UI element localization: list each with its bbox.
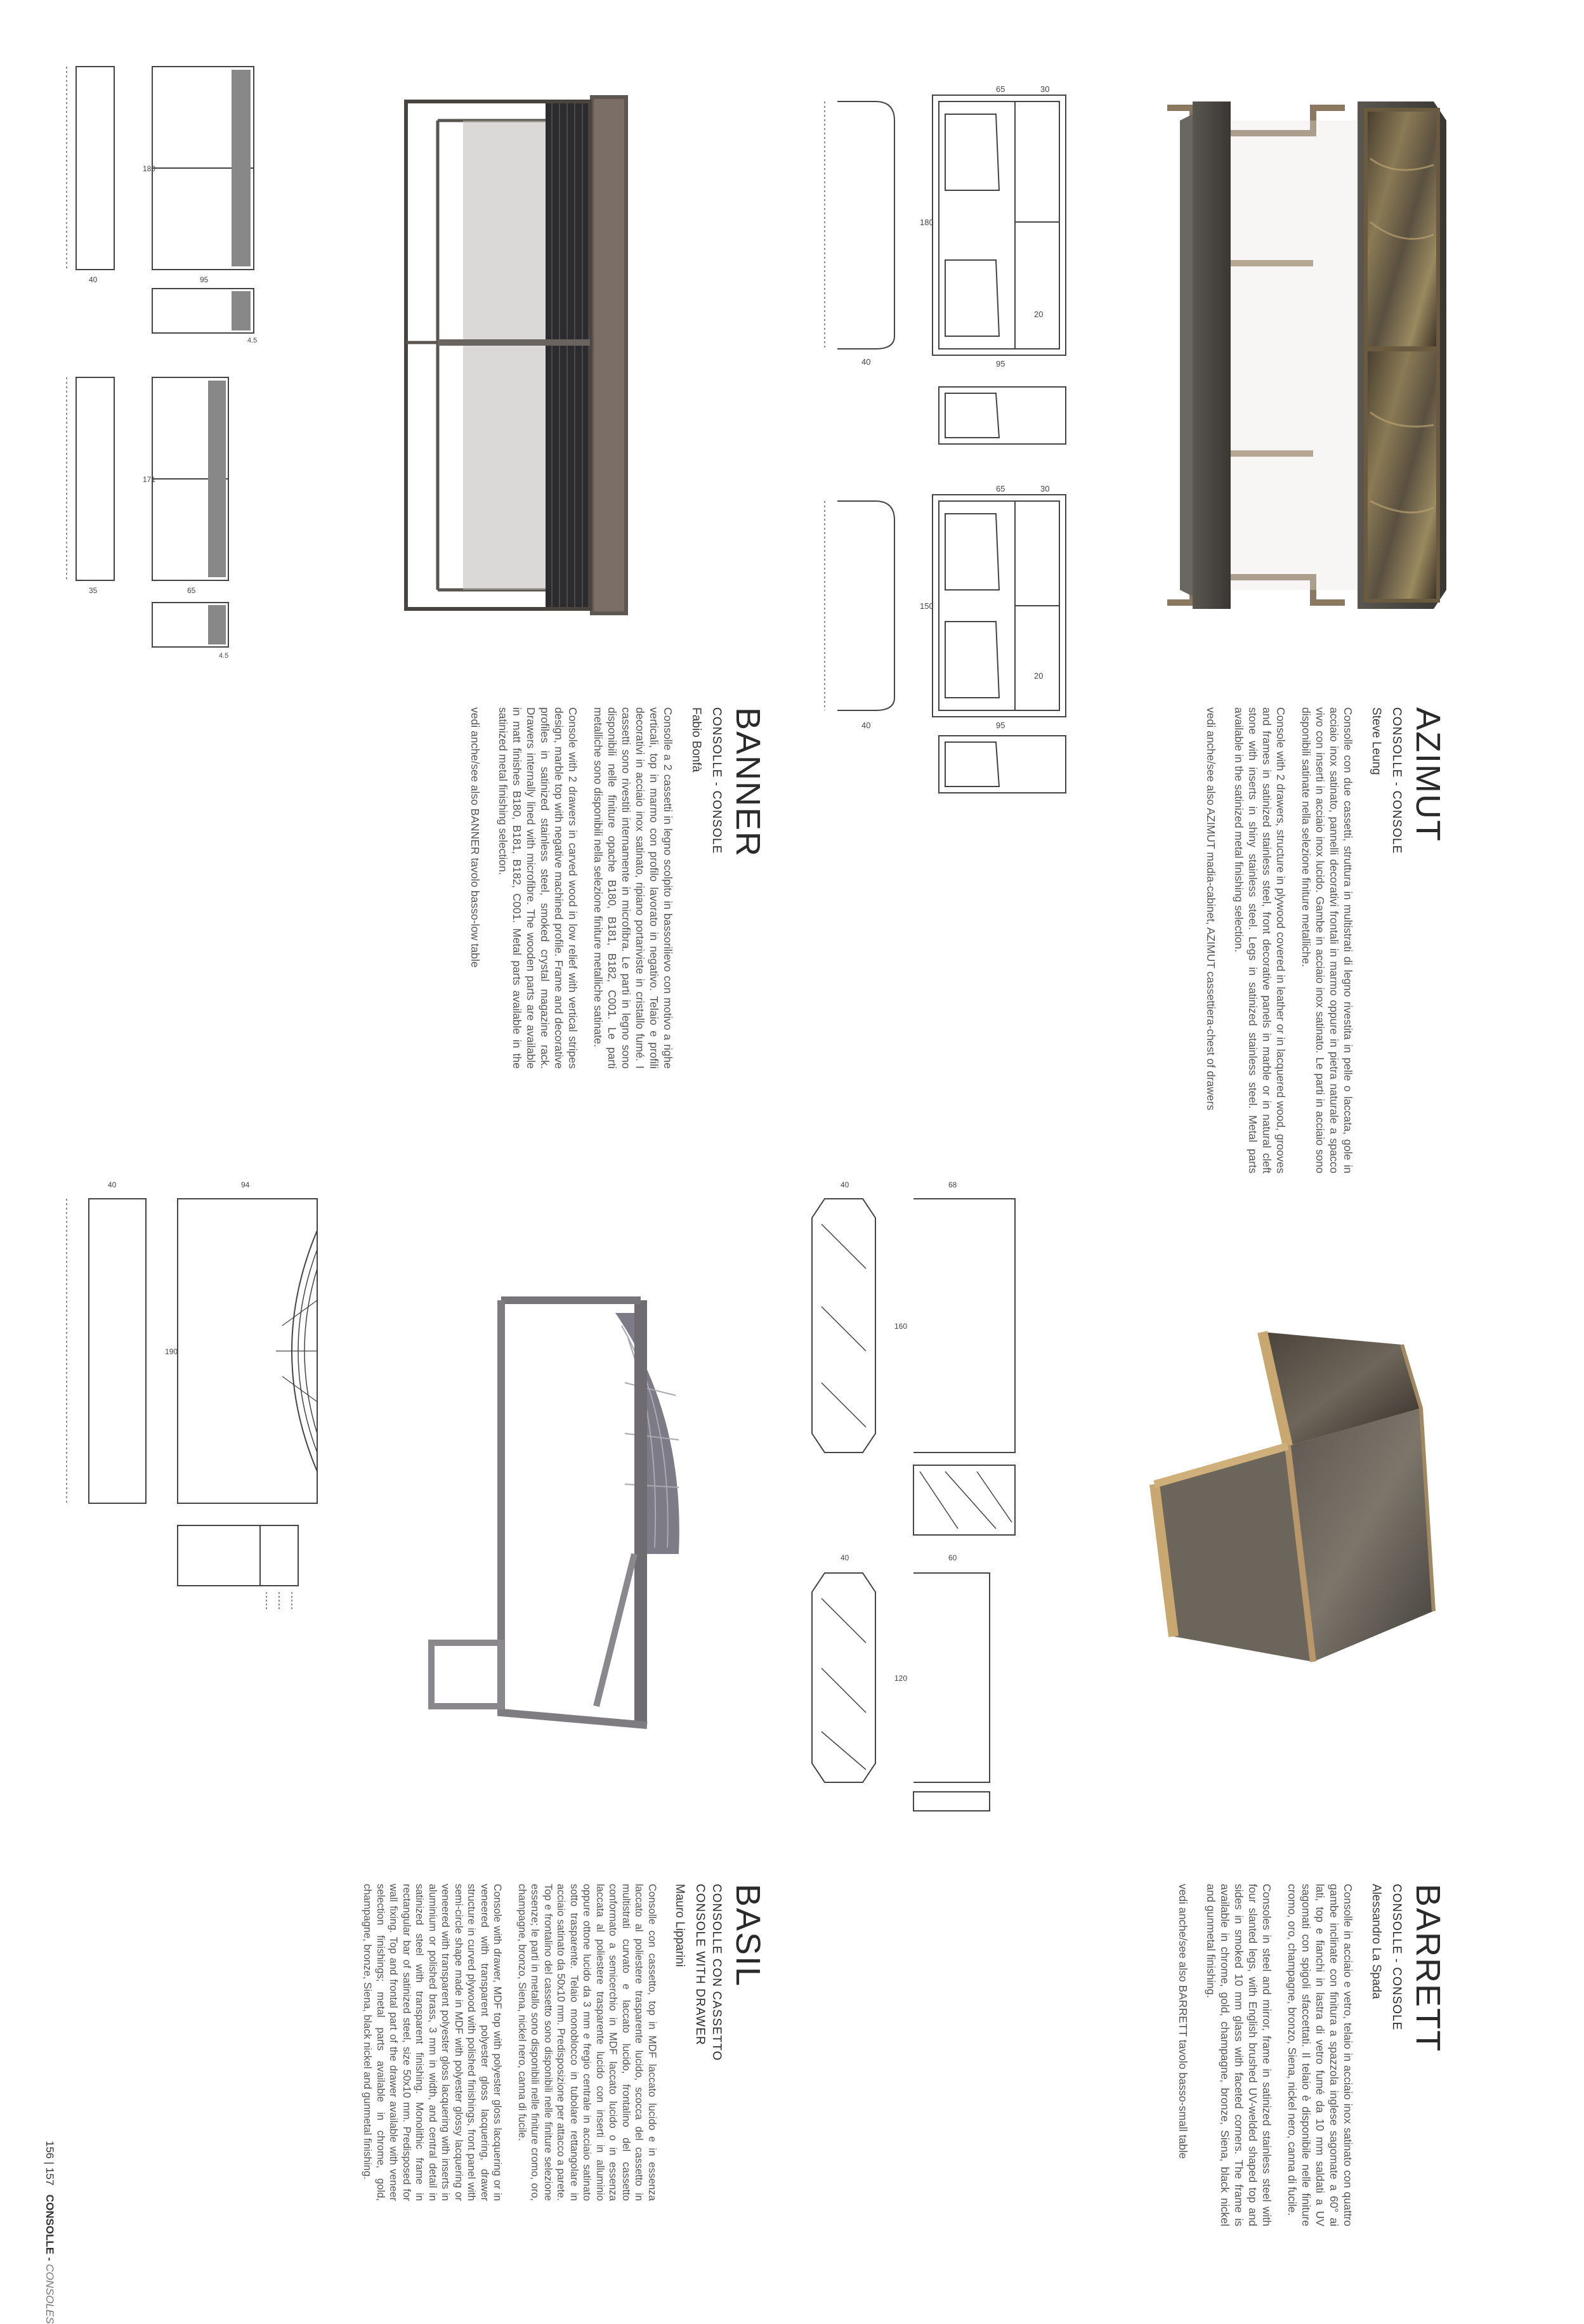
- azimut-photo: [1155, 95, 1484, 615]
- azimut-dim-l1: 180: [920, 218, 934, 227]
- basil-technical-drawings: [57, 1173, 336, 1617]
- banner-dim-s2: 4.5: [219, 652, 229, 660]
- barrett-designer: Alessandro La Spada: [1370, 1884, 1383, 1999]
- barrett-desc-it: Consolle in acciaio e vetro, telaio in acciaio inox satinato con quattro gambe inclinate con finitura a spazzola inglese sagomate a 60° ai lati, top e fianchi in lastra di vetro fumé da 10 mm saldati a UV sagomati con spigoli sfaccettati. Il telaio è disponibile nelle finiture cromo, oro, champagne, bronzo, Siena, nickel nero, canna di fucile.: [1286, 1884, 1354, 2226]
- basil-category-en: CONSOLE WITH DRAWER: [693, 1884, 707, 2046]
- barrett-dim-a: 40: [841, 1180, 849, 1189]
- barrett-dim-f: 120: [894, 1674, 908, 1683]
- banner-title: BANNER: [729, 707, 767, 858]
- basil-dim-a: 40: [108, 1180, 117, 1189]
- barrett-title: BARRETT: [1409, 1884, 1447, 2053]
- barrett-dim-d: 40: [841, 1553, 849, 1562]
- barrett-dim-c: 160: [894, 1322, 908, 1331]
- basil-dim-c: 190: [165, 1347, 178, 1356]
- banner-dim-w3: 35: [89, 586, 98, 595]
- basil-category: CONSOLLE CON CASSETTO: [710, 1884, 723, 2061]
- azimut-dim-w4: 95: [996, 721, 1005, 730]
- banner-see-also: vedi anche/see also BANNER tavolo basso-low table: [469, 707, 481, 968]
- azimut-category: CONSOLLE - CONSOLE: [1390, 707, 1403, 854]
- azimut-title: AZIMUT: [1409, 707, 1447, 842]
- azimut-text-block: [1204, 707, 1445, 1173]
- basil-title: BASIL: [729, 1884, 767, 1988]
- barrett-photo: [1136, 1319, 1516, 1674]
- azimut-dim-w1: 40: [861, 357, 871, 367]
- basil-photo: [406, 1288, 723, 1732]
- azimut-dim-l2: 150: [920, 601, 934, 611]
- azimut-designer: Steve Leung: [1370, 707, 1383, 775]
- banner-desc-en: Console with 2 drawers in carved wood in low relief with vertical stripes design, marble top with negative machined profile. Frame and decorative profiles in satinized stainless steel, smoked crystal magazine rack. Drawers internally lined with microfibre. The wooden parts are available in matt finishes B180, B181, B182, C001. Metal parts available in the satinized metal finishing selection.: [497, 707, 579, 1069]
- basil-designer: Mauro Lipparini: [673, 1884, 686, 1967]
- banner-photo: [400, 89, 641, 622]
- banner-dim-w1: 40: [89, 275, 98, 284]
- banner-dim-w2: 95: [200, 275, 209, 284]
- barrett-see-also: vedi anche/see also BARRETT tavolo basso-small table: [1177, 1884, 1189, 2159]
- basil-desc-en: Console with drawer, MDF top with polyester gloss lacquering or in veneered with transparent polyester gloss lacquering, drawer structure in curved plywood with polished finishings, front panel with semi-circle shape made in MDF with polyester glossy lacquering or veneered with transparent polyester gloss lacquering with inserts in aluminium or polished brass, 3 mm in width, and central detail in satinized steel with transparent finishing. Monolithic frame in rectangular bar of satinized steel, size 50x10 mm. Predisposed for wall fixing. Top and frontal part of the drawer available with veneer selection finishings; metal parts available in chrome, gold, champagne, bronze, Siena, black nickel and gunmetal finishing.: [362, 1884, 504, 2201]
- barrett-dim-b: 68: [948, 1180, 957, 1189]
- barrett-category: CONSOLLE - CONSOLE: [1390, 1884, 1403, 2031]
- azimut-dim-t1: 65: [996, 484, 1005, 493]
- azimut-dim-s2: 20: [1034, 671, 1044, 681]
- azimut-desc-it: Consolle con due cassetti, struttura in multistrati di legno rivestita in pelle o laccata, gole in acciaio inox satinato, pannelli decorativi frontali in marmo oppure in pietra naturale a spacco vivo con inserti in acciaio inox lucido. Gambe in acciaio inox satinato. Le parti in acciaio sono disponibili satinate nella selezione finiture metalliche.: [1300, 707, 1354, 1173]
- banner-text-block: [468, 707, 765, 1069]
- azimut-dim-w3: 40: [861, 721, 871, 730]
- page-footer: [43, 2141, 56, 2324]
- banner-dim-h1: 180: [143, 164, 156, 173]
- banner-dim-s1: 4.5: [247, 337, 258, 344]
- azimut-see-also: vedi anche/see also AZIMUT madia-cabinet, AZIMUT cassettiera-chest of drawers: [1205, 707, 1217, 1111]
- banner-dim-h2: 171: [143, 475, 156, 484]
- barrett-desc-en: Consoles in steel and mirror, frame in satinized stainless steel with four slanted legs, with English brushed UV-welded shaped top and sides in smoked 10 mm glass with faceted corners. The frame is available in chrome, gold, champagne, bronze, Siena, black nickel and gunmetal finishing.: [1205, 1884, 1273, 2226]
- azimut-dim-t2: 30: [1040, 484, 1050, 493]
- section-title-en: CONSOLES: [44, 2264, 56, 2324]
- azimut-dim-d2: 30: [1040, 84, 1050, 94]
- azimut-dim-w2: 95: [996, 359, 1005, 369]
- barrett-dim-e: 60: [948, 1553, 957, 1562]
- banner-technical-drawings: [57, 60, 279, 695]
- azimut-dim-s1: 20: [1034, 310, 1044, 319]
- banner-dim-w4: 65: [187, 586, 196, 595]
- azimut-technical-drawings: [806, 63, 1078, 825]
- banner-designer: Fabio Bonfà: [690, 707, 703, 773]
- page-numbers: 156 | 157: [44, 2141, 56, 2186]
- basil-desc-it: Consolle con cassetto, top in MDF laccato lucido e in essenza laccato al poliestere trasparente lucido, scocca del cassetto in multistrati curvato e laccato lucido, frontalino del cassetto conformato a semicerchio in MDF laccato lucido o in essenza laccata al poliestere trasparente lucido con inserti in alluminio oppure ottone lucido da 3 mm e fregio centrale in acciaio satinato sotto trasparente. Telaio monoblocco in tubolare rettangolare in acciaio satinato da 50x10 mm. Predisposizione per attacco a parete. Top e frontalino del cassetto sono disponibili nelle finiture selezione essenze; le parti in metallo sono disponibili nelle finiture cromo, oro, champagne, bronzo, Siena, nickel nero, canna di fucile.: [516, 1884, 658, 2201]
- section-title: CONSOLLE -: [44, 2194, 56, 2264]
- banner-category: CONSOLLE - CONSOLE: [710, 707, 723, 854]
- azimut-desc-en: Console with 2 drawers, structure in plywood covered in leather or in lacquered wood, grooves and frames in satinized stainless steel, front decorative panels in marble or in natural cleft stone with inserts in shiny stainless steel. Legs in satinized stainless steel. Metal parts available in the satinized metal finishing selection.: [1233, 707, 1287, 1173]
- banner-desc-it: Consolle a 2 cassetti in legno scolpito in bassorilievo con motivo a righe verticali, top in marmo con profilo lavorato in negativo. Telaio e profili decorativi in acciaio inox satinato, ripiano portariviste in cristallo fumé. I cassetti sono rivestiti internamente in microfibra. Le parti in legno sono disponibili nelle finiture opache B180, B181, B182, C001. Le parti metalliche sono disponibili nella selezione finiture metalliche satinate.: [592, 707, 674, 1069]
- basil-dim-b: 94: [241, 1180, 250, 1189]
- barrett-technical-drawings: [806, 1180, 1034, 1814]
- barrett-text-block: [1176, 1884, 1445, 2226]
- azimut-dim-d1: 65: [996, 84, 1005, 94]
- basil-text-block: [361, 1884, 765, 2201]
